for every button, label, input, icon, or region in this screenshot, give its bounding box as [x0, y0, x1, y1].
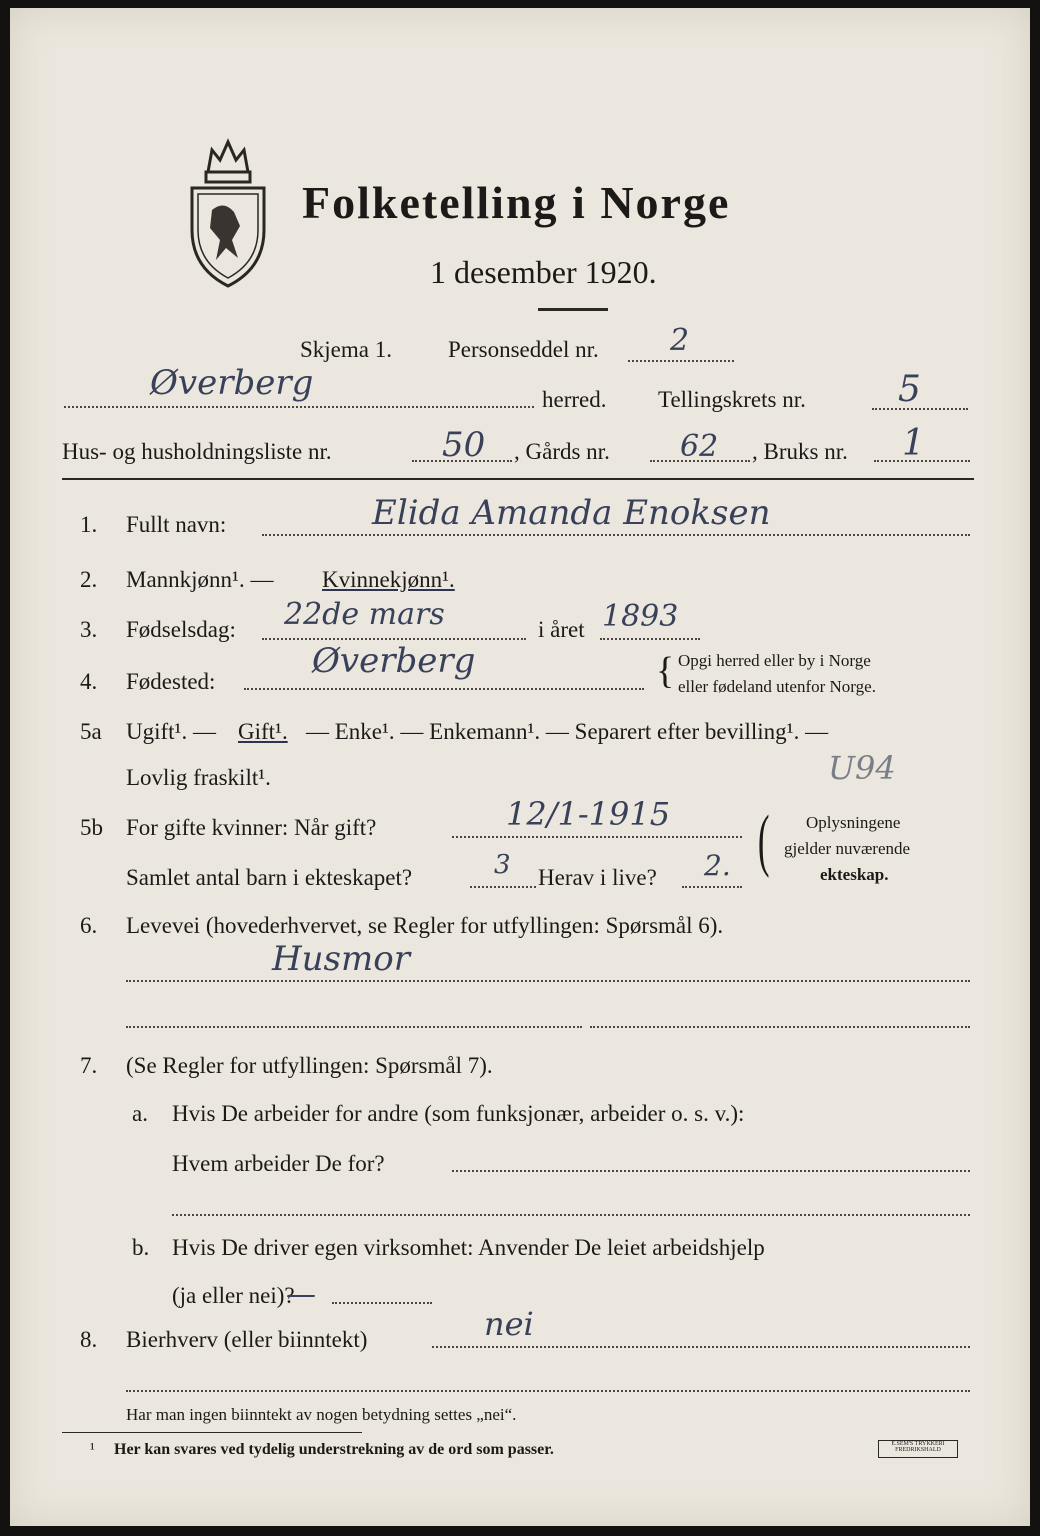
alive-field[interactable] — [682, 886, 742, 888]
q7b-question: (ja eller nei)? — [172, 1283, 295, 1308]
herred-field[interactable] — [64, 406, 534, 408]
fodselsdag-value: 22de mars — [284, 597, 445, 632]
arbeidshjelp-field[interactable] — [332, 1302, 432, 1304]
form-title: Folketelling i Norge — [302, 177, 731, 228]
census-date: 1 desember 1920. — [430, 254, 657, 290]
fodselsdag-field[interactable] — [262, 638, 526, 640]
alive-value: 2. — [704, 849, 731, 882]
herred-label: herred. — [542, 387, 607, 412]
q1-number: 1. — [80, 512, 98, 537]
children-value: 3 — [494, 850, 511, 880]
q8-number: 8. — [80, 1327, 98, 1352]
fodested-value: Øverberg — [312, 641, 476, 681]
fraskilt-option[interactable]: Lovlig fraskilt¹. — [126, 765, 271, 790]
q3-label: Fødselsdag: — [126, 617, 236, 642]
q7b-text: Hvis De driver egen virksomhet: Anvender De leiet arbeidshjelp — [172, 1235, 765, 1260]
marriage-note-1: Oplysningene — [806, 813, 901, 832]
q5b-number: 5b — [80, 815, 103, 840]
q7a-question: Hvem arbeider De for? — [172, 1151, 385, 1176]
q5a-number: 5a — [80, 719, 102, 744]
q6-label: Levevei (hovederhvervet, se Regler for utfyllingen: Spørsmål 6). — [126, 913, 724, 938]
arbeidshjelp-value: — — [286, 1277, 316, 1312]
q7b-number: b. — [132, 1235, 150, 1260]
section-divider — [62, 478, 974, 480]
gift-option[interactable]: Gift¹. — [238, 719, 288, 744]
q1-label: Fullt navn: — [126, 512, 227, 537]
header-divider — [538, 308, 608, 311]
children-label: Samlet antal barn i ekteskapet? — [126, 865, 413, 890]
bierhverv-value: nei — [484, 1305, 534, 1343]
marriage-note-2: gjelder nuværende — [784, 839, 911, 858]
herred-value: Øverberg — [150, 363, 314, 403]
fullt-navn-value: Elida Amanda Enoksen — [372, 493, 771, 533]
marriage-bracket: ( — [757, 802, 770, 879]
alive-label: Herav i live? — [538, 865, 657, 890]
margin-note: U94 — [828, 749, 896, 787]
census-form — [10, 8, 1030, 1526]
q2-number: 2. — [80, 567, 98, 592]
levevei-field-2a[interactable] — [126, 1026, 582, 1028]
bierhverv-field[interactable] — [432, 1346, 970, 1348]
tellingskrets-label: Tellingskrets nr. — [658, 387, 806, 412]
nar-gift-value: 12/1-1915 — [506, 795, 671, 833]
fullt-navn-field[interactable] — [262, 534, 970, 536]
other-status-options[interactable]: — Enke¹. — Enkemann¹. — Separert efter bevilling¹. — — [306, 719, 829, 744]
printer-mark — [878, 1440, 958, 1458]
levevei-value: Husmor — [272, 939, 410, 979]
hus-label: Hus- og husholdningsliste nr. — [62, 439, 332, 464]
q7-label: (Se Regler for utfyllingen: Spørsmål 7). — [126, 1053, 493, 1078]
personseddel-label: Personseddel nr. — [448, 337, 599, 362]
q4-number: 4. — [80, 669, 98, 694]
footnote-divider — [62, 1432, 362, 1433]
gards-label: , Gårds nr. — [514, 439, 610, 464]
fodested-note-1: Opgi herred eller by i Norge — [678, 651, 871, 670]
nar-gift-label: For gifte kvinner: Når gift? — [126, 815, 377, 840]
q7a-number: a. — [132, 1101, 148, 1126]
q7-number: 7. — [80, 1053, 98, 1078]
q8-label: Bierhverv (eller biinntekt) — [126, 1327, 368, 1352]
q7a-text: Hvis De arbeider for andre (som funksjonær, arbeider o. s. v.): — [172, 1101, 745, 1126]
tellingskrets-value: 5 — [898, 369, 921, 410]
year-field[interactable] — [600, 638, 700, 640]
fodested-field[interactable] — [244, 688, 644, 690]
bruks-label: , Bruks nr. — [752, 439, 848, 464]
bierhverv-field-2[interactable] — [126, 1390, 970, 1392]
coat-of-arms-icon — [178, 130, 278, 290]
levevei-field[interactable] — [126, 980, 970, 982]
personseddel-field[interactable] — [628, 360, 734, 362]
q4-label: Fødested: — [126, 669, 216, 694]
hus-value: 50 — [442, 425, 486, 465]
year-label: i året — [538, 617, 585, 642]
footnote-text: Her kan svares ved tydelig understrekning av de ord som passer. — [114, 1441, 554, 1458]
children-field[interactable] — [470, 886, 536, 888]
bruks-value: 1 — [902, 423, 925, 464]
levevei-field-2b[interactable] — [590, 1026, 970, 1028]
ugift-option[interactable]: Ugift¹. — — [126, 719, 216, 744]
arbeidsgiver-field[interactable] — [452, 1170, 970, 1172]
biinntekt-note: Har man ingen biinntekt av nogen betydning settes „nei“. — [126, 1405, 517, 1424]
year-value: 1893 — [602, 599, 679, 634]
footnote-mark: ¹ — [90, 1441, 95, 1458]
skjema-label: Skjema 1. — [300, 337, 392, 362]
marriage-note-3: ekteskap. — [820, 865, 889, 884]
q6-number: 6. — [80, 913, 98, 938]
gards-value: 62 — [680, 429, 719, 464]
arbeidsgiver-field-2[interactable] — [172, 1214, 970, 1216]
q3-number: 3. — [80, 617, 98, 642]
printer-line-1: E.SEM'S TRYKKERI — [891, 1441, 945, 1447]
note-bracket: { — [656, 650, 675, 692]
kvinnekjonn-option[interactable]: Kvinnekjønn¹. — [322, 567, 455, 592]
personseddel-value: 2 — [670, 323, 690, 358]
printer-line-2: FREDRIKSHALD — [895, 1447, 941, 1453]
fodested-note-2: eller fødeland utenfor Norge. — [678, 677, 876, 696]
mannkjonn-option[interactable]: Mannkjønn¹. — — [126, 567, 274, 592]
nar-gift-field[interactable] — [452, 836, 742, 838]
